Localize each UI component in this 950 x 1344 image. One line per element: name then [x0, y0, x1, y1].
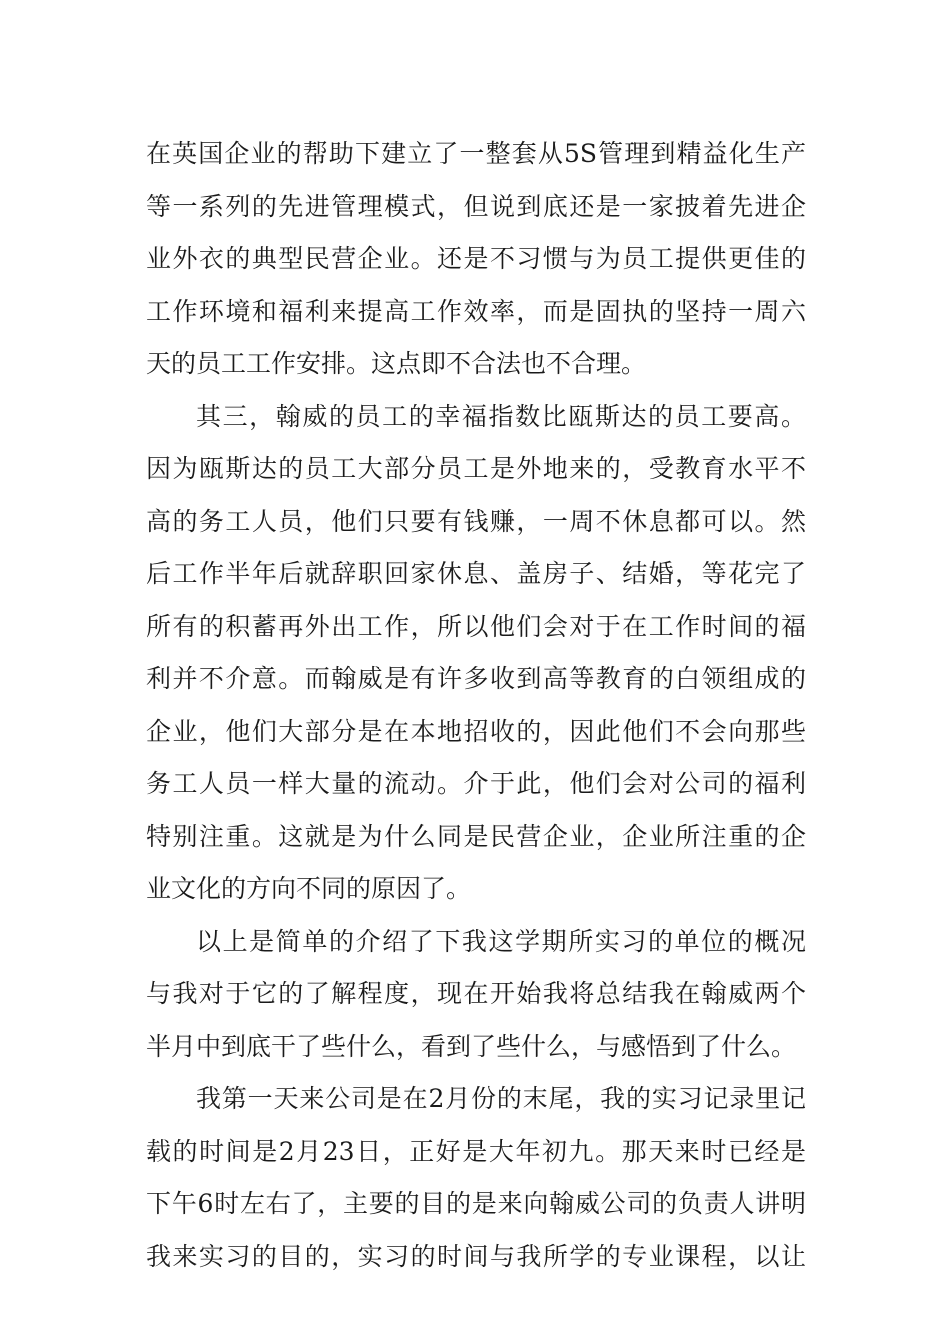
paragraph [146, 1073, 806, 1283]
text-line: 与我对于它的了解程度，现在开始我将总结我在翰威两个 [146, 979, 806, 1008]
text-line: 我第一天来公司是在2月份的末尾，我的实习记录里记 [196, 1084, 806, 1113]
text-line: 特别注重。这就是为什么同是民营企业，企业所注重的企 [146, 821, 806, 851]
text-line: 企业，他们大部分是在本地招收的，因此他们不会向那些 [146, 716, 806, 746]
text-line: 因为瓯斯达的员工大部分员工是外地来的，受教育水平不 [146, 454, 806, 483]
text-line: 等一系列的先进管理模式，但说到底还是一家披着先进企 [146, 191, 806, 221]
text-line: 在英国企业的帮助下建立了一整套从5S管理到精益化生产 [146, 139, 806, 168]
text-line: 天的员工工作安排。这点即不合法也不合理。 [146, 349, 647, 378]
text-line: 载的时间是2月23日，正好是大年初九。那天来时已经是 [146, 1136, 806, 1166]
text-line: 以上是简单的介绍了下我这学期所实习的单位的概况 [196, 926, 806, 956]
text-line: 利并不介意。而翰威是有许多收到高等教育的白领组成的 [146, 664, 806, 693]
text-line: 工作环境和福利来提高工作效率，而是固执的坚持一周六 [146, 296, 806, 326]
paragraph [146, 128, 806, 391]
text-line: 业文化的方向不同的原因了。 [146, 874, 472, 903]
document-body [146, 128, 806, 1283]
text-line: 半月中到底干了些什么，看到了些什么，与感悟到了什么。 [146, 1031, 797, 1061]
paragraph [146, 916, 806, 1074]
text-line: 我来实习的目的，实习的时间与我所学的专业课程，以让 [146, 1241, 806, 1271]
text-line: 业外衣的典型民营企业。还是不习惯与为员工提供更佳的 [146, 244, 806, 273]
text-line: 其三，翰威的员工的幸福指数比瓯斯达的员工要高。 [196, 401, 806, 431]
text-line: 所有的积蓄再外出工作，所以他们会对于在工作时间的福 [146, 611, 806, 641]
text-line: 高的务工人员，他们只要有钱赚，一周不休息都可以。然 [146, 506, 806, 536]
text-line: 后工作半年后就辞职回家休息、盖房子、结婚，等花完了 [146, 559, 806, 588]
text-line: 下午6时左右了，主要的目的是来向翰威公司的负责人讲明 [146, 1189, 806, 1218]
text-line: 务工人员一样大量的流动。介于此，他们会对公司的福利 [146, 769, 806, 798]
paragraph [146, 391, 806, 916]
